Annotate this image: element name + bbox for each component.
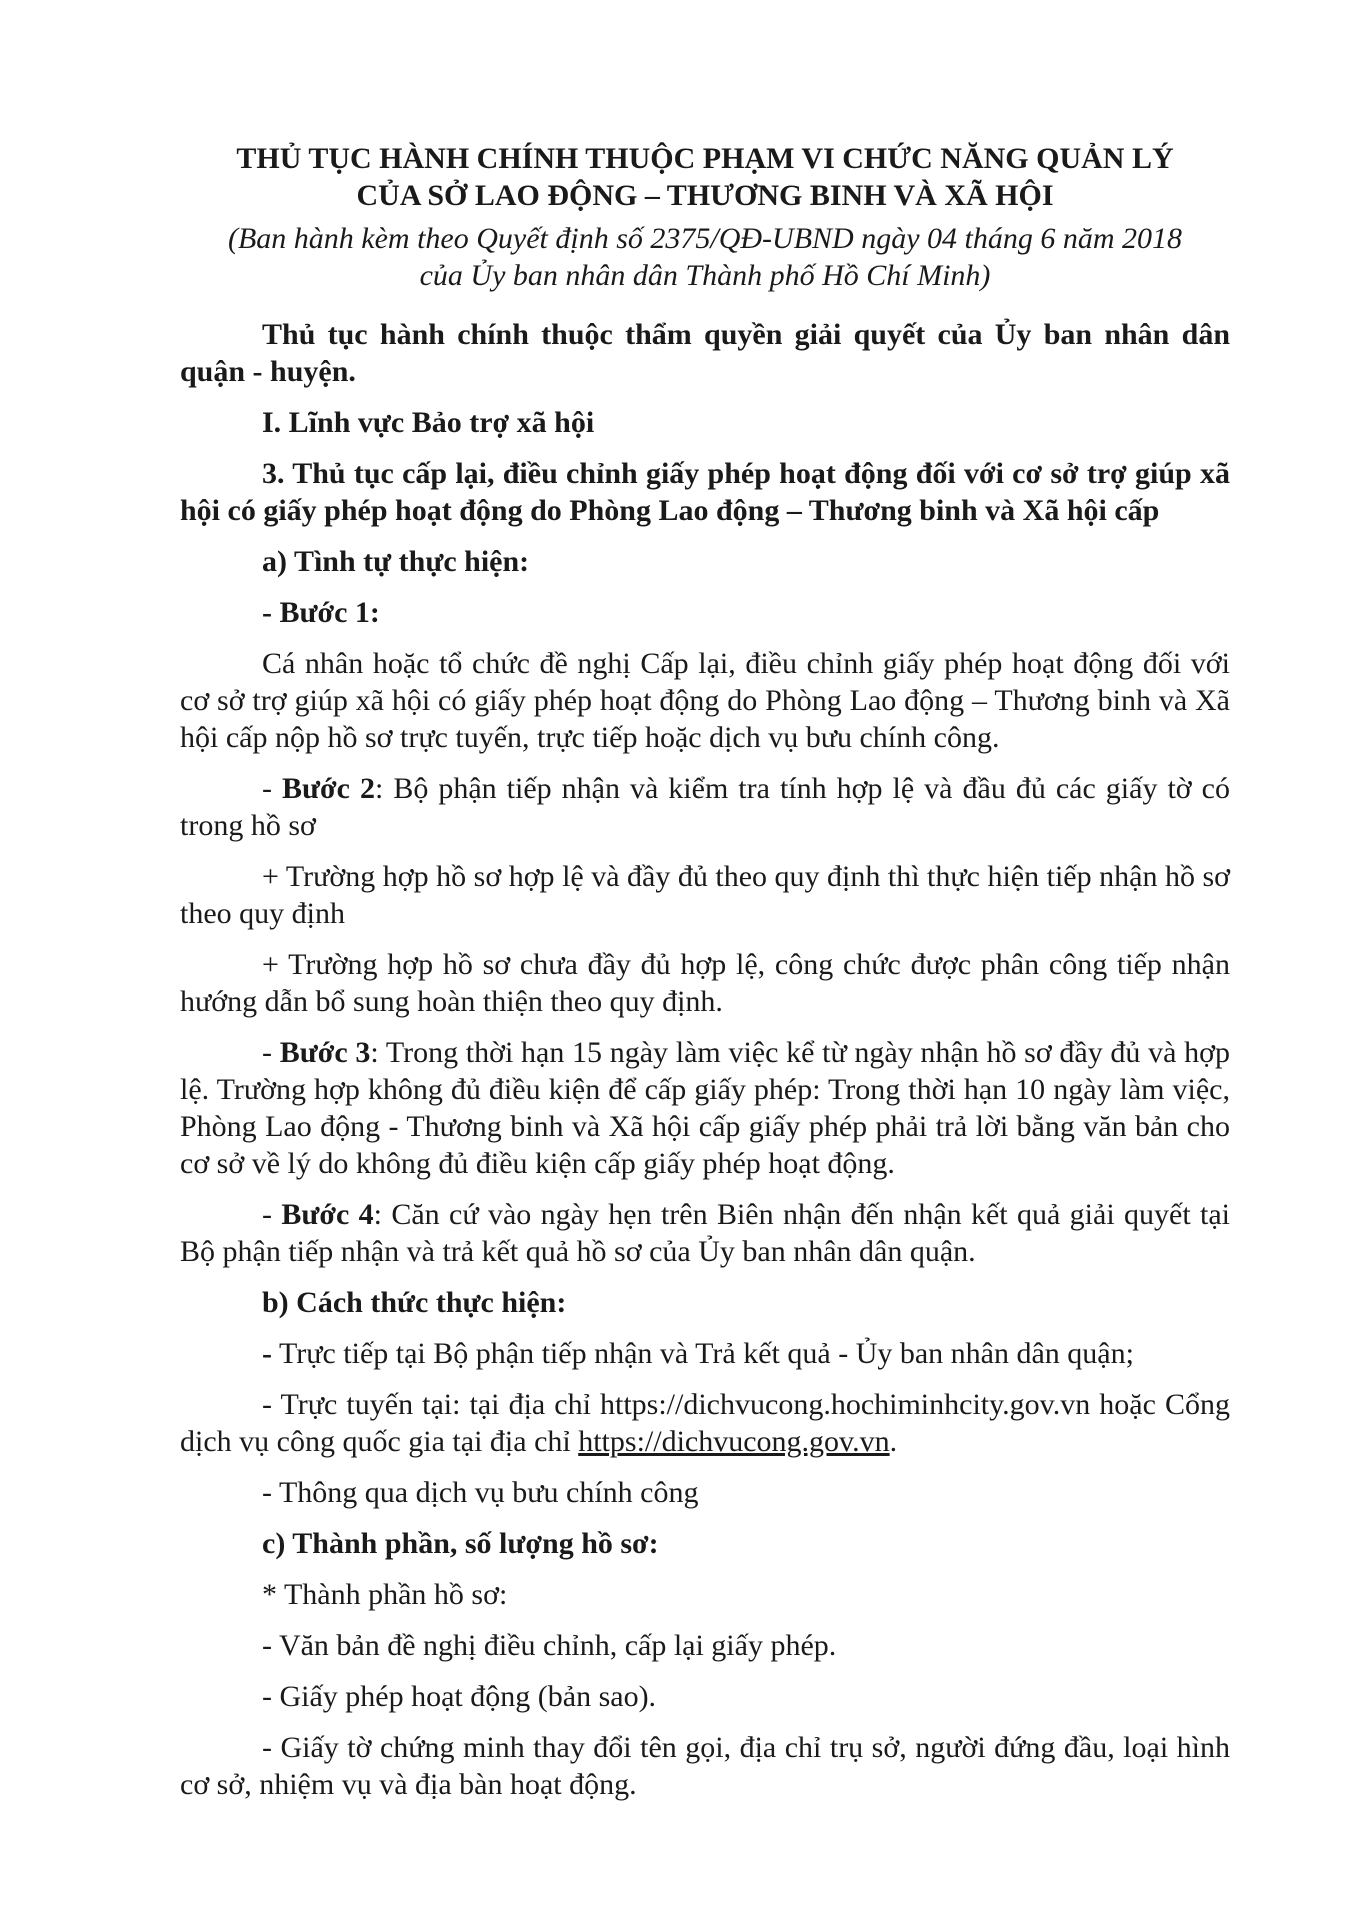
method-1 — [180, 1335, 1230, 1372]
title-line-2: CỦA SỞ LAO ĐỘNG – THƯƠNG BINH VÀ XÃ HỘI — [356, 179, 1054, 212]
document-title — [180, 140, 1230, 214]
method-2 — [180, 1386, 1230, 1460]
heading-b: b) Cách thức thực hiện: — [262, 1286, 567, 1319]
step2-prefix: - — [262, 772, 283, 805]
national-portal-link[interactable]: https://dichvucong.gov.vn — [578, 1425, 890, 1458]
subtitle-line-2: của Ủy ban nhân dân Thành phố Hồ Chí Minh) — [419, 259, 991, 292]
step3-text: : Trong thời hạn 15 ngày làm việc kể từ ngày nhận hồ sơ đầy đủ và hợp lệ. Trường hợp không đủ điều kiện để cấp giấy phép: Trong thời hạn 10 ngày làm việc, Phòng Lao động - Thương binh và Xã hội cấp giấy phép phải trả lời bằng văn bản cho cơ sở về lý do không đủ điều kiện cấp giấy phép hoạt động. — [180, 1036, 1230, 1180]
step2-case-1: + Trường hợp hồ sơ hợp lệ và đầy đủ theo quy định thì thực hiện tiếp nhận hồ sơ theo quy định — [180, 860, 1230, 930]
title-line-1: THỦ TỤC HÀNH CHÍNH THUỘC PHẠM VI CHỨC NĂNG QUẢN LÝ — [236, 142, 1174, 175]
step2-text: : Bộ phận tiếp nhận và kiểm tra tính hợp lệ và đầu đủ các giấy tờ có trong hồ sơ — [180, 772, 1230, 842]
step4-text: : Căn cứ vào ngày hẹn trên Biên nhận đến nhận kết quả giải quyết tại Bộ phận tiếp nhận và trả kết quả hồ sơ của Ủy ban nhân dân quận. — [180, 1198, 1230, 1268]
intro-paragraph: Thủ tục hành chính thuộc thẩm quyền giải quyết của Ủy ban nhân dân quận - huyện. — [180, 318, 1230, 388]
method2-end: . — [889, 1425, 898, 1458]
doc-item-1: - Văn bản đề nghị điều chỉnh, cấp lại giấy phép. — [262, 1629, 837, 1662]
step4-prefix: - — [262, 1198, 282, 1231]
heading-c: c) Thành phần, số lượng hồ sơ: — [262, 1527, 659, 1560]
method1-dash: - — [262, 1337, 272, 1370]
doc-item-2: - Giấy phép hoạt động (bản sao). — [262, 1680, 657, 1713]
method-3: - Thông qua dịch vụ bưu chính công — [262, 1476, 699, 1509]
step1-label: - Bước 1: — [262, 596, 380, 629]
step3-label: Bước 3 — [279, 1036, 371, 1069]
step1-text: Cá nhân hoặc tổ chức đề nghị Cấp lại, điều chỉnh giấy phép hoạt động đối với cơ sở trợ giúp xã hội có giấy phép hoạt động do Phòng Lao động – Thương binh và Xã hội cấp nộp hồ sơ trực tuyến, trực tiếp hoặc dịch vụ bưu chính công. — [180, 647, 1230, 754]
step2-label: Bước 2 — [282, 772, 375, 805]
method2-text: - Trực tuyến tại: tại địa chỉ https://dichvucong.hochiminhcity.gov.vn hoặc Cổng dịch vụ công quốc gia tại địa chỉ — [180, 1388, 1230, 1458]
heading-a: a) Tình tự thực hiện: — [262, 545, 530, 578]
procedure-title: 3. Thủ tục cấp lại, điều chỉnh giấy phép hoạt động đối với cơ sở trợ giúp xã hội có giấy phép hoạt động do Phòng Lao động – Thương binh và Xã hội cấp — [180, 457, 1230, 527]
docs-label: * Thành phần hồ sơ: — [262, 1578, 508, 1611]
section-heading-i: I. Lĩnh vực Bảo trợ xã hội — [262, 406, 595, 439]
step2-case-2: + Trường hợp hồ sơ chưa đầy đủ hợp lệ, công chức được phân công tiếp nhận hướng dẫn bổ sung hoàn thiện theo quy định. — [180, 948, 1230, 1018]
step4-label: Bước 4 — [281, 1198, 374, 1231]
step3-prefix: - — [262, 1036, 280, 1069]
doc-item-3: - Giấy tờ chứng minh thay đổi tên gọi, địa chỉ trụ sở, người đứng đầu, loại hình cơ sở, nhiệm vụ và địa bàn hoạt động. — [180, 1731, 1230, 1801]
step2-paragraph — [180, 770, 1230, 844]
step3-paragraph — [180, 1034, 1230, 1182]
method1-text: Trực tiếp tại Bộ phận tiếp nhận và Trả kết quả - Ủy ban nhân dân quận; — [272, 1337, 1134, 1370]
document-subtitle — [180, 220, 1230, 294]
subtitle-line-1: (Ban hành kèm theo Quyết định số 2375/QĐ-UBND ngày 04 tháng 6 năm 2018 — [227, 222, 1183, 255]
step4-paragraph — [180, 1196, 1230, 1270]
